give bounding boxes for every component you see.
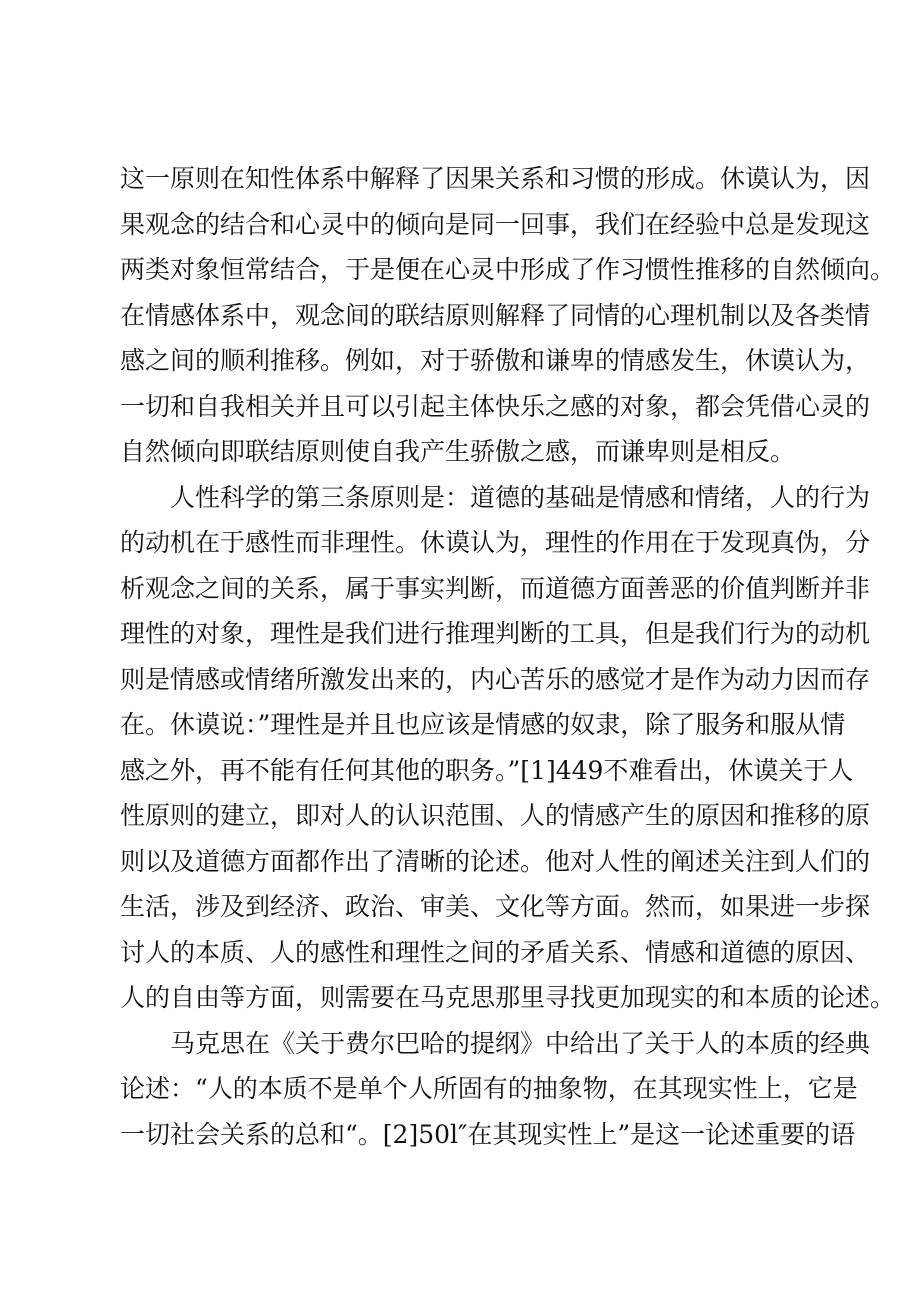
text-line: 则以及道德方面都作出了清晰的论述。他对人性的阐述关注到人们的 [120,846,871,876]
text-line: 析观念之间的关系，属于事实判断，而道德方面善恶的价值判断并非 [120,573,871,603]
text-line: 果观念的结合和心灵中的倾向是同一回事，我们在经验中总是发现这 [120,209,871,239]
text-line: 马克思在《关于费尔巴哈的提纲》中给出了关于人的本质的经典 [170,1028,871,1058]
text-line: 一切和自我相关并且可以引起主体快乐之感的对象，都会凭借心灵的 [120,391,871,421]
text-line: 在情感体系中，观念间的联结原则解释了同情的心理机制以及各类情 [120,300,871,330]
body-text [120,156,896,1157]
text-line: 则是情感或情绪所激发出来的，内心苦乐的感觉才是作为动力因而存 [120,664,871,694]
text-line: 两类对象恒常结合，于是便在心灵中形成了作习惯性推移的自然倾向。 [120,255,896,284]
text-line: 感之外，再不能有任何其他的职务。”[1]449不难看出，休谟关于人 [120,755,854,785]
text-line: 的动机在于感性而非理性。休谟认为，理性的作用在于发现真伪，分 [120,528,871,557]
text-line: 人的自由等方面，则需要在马克思那里寻找更加现实的和本质的论述。 [120,983,896,1012]
text-line: 论述：“人的本质不是单个人所固有的抽象物，在其现实性上，它是 [120,1074,858,1103]
paragraph-3 [120,1021,871,1158]
text-line: 讨人的本质、人的感性和理性之间的矛盾关系、情感和道德的原因、 [120,937,871,967]
text-line: 这一原则在知性体系中解释了因果关系和习惯的形成。休谟认为，因 [120,164,871,193]
paragraph-1 [120,156,896,475]
text-line: 自然倾向即联结原则使自我产生骄傲之感，而谦卑则是相反。 [120,437,796,466]
text-line: 人性科学的第三条原则是：道德的基础是情感和情绪，人的行为 [170,482,871,512]
text-line: 在。休谟说：”理性是并且也应该是情感的奴隶，除了服务和服从情 [120,710,846,739]
paragraph-2 [120,475,896,1021]
text-line: 理性的对象，理性是我们进行推理判断的工具，但是我们行为的动机 [120,619,871,648]
text-line: 一切社会关系的总和“。[2]50l″在其现实性上”是这一论述重要的语 [120,1119,856,1149]
text-line: 性原则的建立，即对人的认识范围、人的情感产生的原因和推移的原 [120,801,871,830]
text-line: 生活，涉及到经济、政治、审美、文化等方面。然而，如果进一步探 [120,892,871,921]
text-line: 感之间的顺利推移。例如，对于骄傲和谦卑的情感发生，休谟认为， [120,346,871,375]
